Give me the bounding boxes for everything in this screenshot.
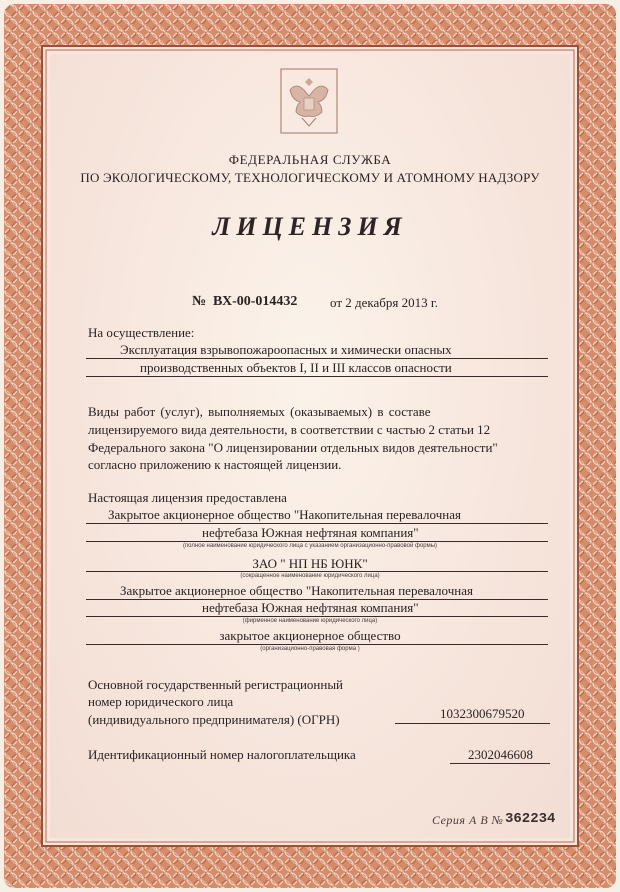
works-line-1: Виды работ (услуг), выполняемых (оказываемых) в составе bbox=[88, 404, 431, 419]
agency-line-1: ФЕДЕРАЛЬНАЯ СЛУЖБА bbox=[228, 152, 392, 167]
legal-form-caption: (организационно-правовая форма ) bbox=[260, 646, 360, 652]
inn-value: 2302046608 bbox=[468, 747, 533, 762]
ogrn-value: 1032300679520 bbox=[440, 706, 525, 721]
licensee-legal-form: закрытое акционерное общество bbox=[219, 628, 401, 643]
works-line-2: лицензируемого вида деятельности, в соответствии с частью 2 статьи 12 bbox=[88, 422, 491, 437]
series-label: Серия А В № bbox=[432, 813, 504, 827]
full-name-caption: (полное наименование юридического лица с указанием организационно-правовой формы) bbox=[182, 543, 438, 549]
short-name-caption: (сокращенное наименование юридического лица) bbox=[240, 573, 380, 579]
purpose-line-1: Эксплуатация взрывопожароопасных и химически опасных bbox=[120, 342, 452, 357]
licensee-short-name: ЗАО " НП НБ ЮНК" bbox=[252, 556, 368, 571]
licensee-full-name-2: нефтебаза Южная нефтяная компания" bbox=[202, 525, 419, 540]
works-line-4: согласно приложению к настоящей лицензии. bbox=[88, 457, 342, 472]
agency-line-2: ПО ЭКОЛОГИЧЕСКОМУ, ТЕХНОЛОГИЧЕСКОМУ И АТОМНОМУ НАДЗОРУ bbox=[80, 170, 540, 185]
coat-of-arms-icon bbox=[280, 68, 338, 134]
purpose-label: На осуществление: bbox=[88, 325, 195, 340]
purpose-line-2: производственных объектов I, II и III классов опасности bbox=[140, 360, 452, 375]
brand-name-caption: (фирменное наименование юридического лица) bbox=[242, 618, 378, 624]
ogrn-label-2: номер юридического лица bbox=[88, 694, 234, 709]
inn-label: Идентификационный номер налогоплательщика bbox=[88, 747, 356, 762]
license-date: от 2 декабря 2013 г. bbox=[330, 295, 438, 310]
license-number: ВХ-00-014432 bbox=[213, 294, 298, 309]
licensee-intro: Настоящая лицензия предоставлена bbox=[88, 490, 287, 505]
licensee-brand-name-2: нефтебаза Южная нефтяная компания" bbox=[202, 600, 419, 615]
ogrn-label-1: Основной государственный регистрационный bbox=[88, 677, 344, 692]
ogrn-label-3: (индивидуального предпринимателя) (ОГРН) bbox=[88, 712, 340, 727]
license-number-prefix: № bbox=[192, 294, 207, 309]
series-number: 362234 bbox=[505, 811, 556, 827]
works-line-3: Федерального закона "О лицензировании отдельных видов деятельности" bbox=[88, 440, 498, 455]
licensee-brand-name-1: Закрытое акционерное общество "Накопительная перевалочная bbox=[120, 583, 473, 598]
document-title: ЛИЦЕНЗИЯ bbox=[212, 212, 408, 241]
licensee-full-name-1: Закрытое акционерное общество "Накопительная перевалочная bbox=[108, 507, 461, 522]
